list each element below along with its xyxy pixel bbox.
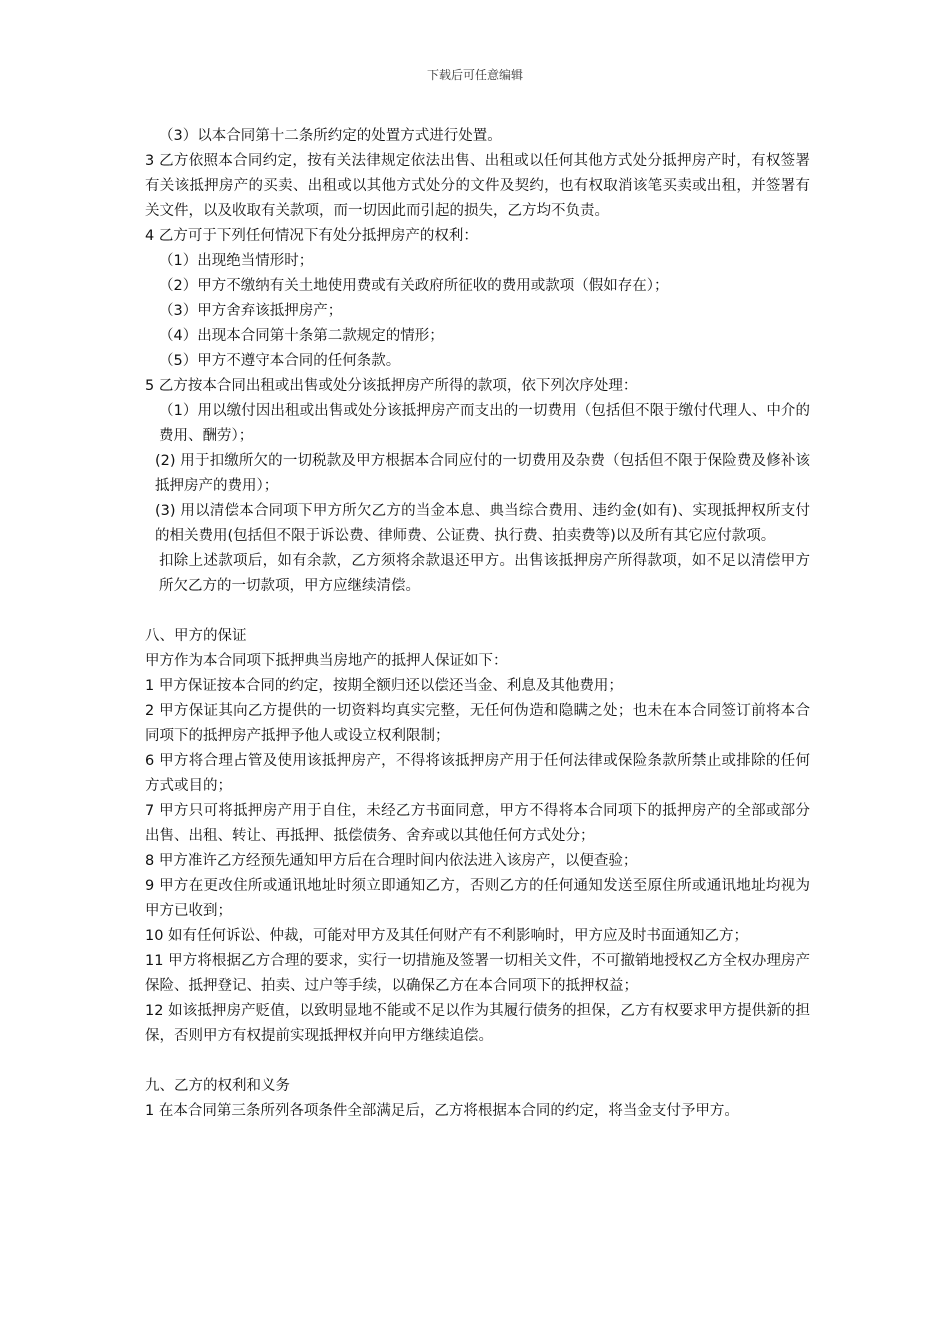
paragraph: 3 乙方依照本合同约定，按有关法律规定依法出售、出租或以任何其他方式处分抵押房产时，有权签署有关该抵押房产的买卖、出租或以其他方式处分的文件及契约，也有权取消该笔买卖或出租，并签署有关文件，以及收取有关款项，而一切因此而引起的损失，乙方均不负责。 bbox=[145, 153, 810, 219]
list-item: （3）甲方舍弃该抵押房产； bbox=[159, 303, 343, 319]
list-item: 2 甲方保证其向乙方提供的一切资料均真实完整，无任何伪造和隐瞒之处；也未在本合同签订前将本合同项下的抵押房产抵押予他人或设立权利限制； bbox=[145, 703, 810, 744]
list-item: 8 甲方准许乙方经预先通知甲方后在合理时间内依法进入该房产，以便查验； bbox=[145, 853, 638, 869]
paragraph: （3）以本合同第十二条所约定的处置方式进行处置。 bbox=[159, 128, 502, 144]
paragraph: 5 乙方按本合同出租或出售或处分该抵押房产所得的款项，依下列次序处理： bbox=[145, 378, 638, 394]
list-item: 6 甲方将合理占管及使用该抵押房产，不得将该抵押房产用于任何法律或保险条款所禁止或排除的任何方式或目的； bbox=[145, 753, 810, 794]
header-note: 下载后可任意编辑 bbox=[426, 68, 523, 82]
list-item: 11 甲方将根据乙方合理的要求，实行一切措施及签署一切相关文件，不可撤销地授权乙方全权办理房产保险、抵押登记、拍卖、过户等手续，以确保乙方在本合同项下的抵押权益； bbox=[145, 953, 810, 994]
paragraph: 甲方作为本合同项下抵押典当房地产的抵押人保证如下： bbox=[145, 653, 508, 669]
list-item: 12 如该抵押房产贬值，以致明显地不能或不足以作为其履行债务的担保，乙方有权要求甲方提供新的担保，否则甲方有权提前实现抵押权并向甲方继续追偿。 bbox=[145, 1003, 810, 1044]
list-item: （1）出现绝当情形时； bbox=[159, 253, 314, 269]
list-item: （1）用以缴付因出租或出售或处分该抵押房产而支出的一切费用（包括但不限于缴付代理人、中介的费用、酬劳）； bbox=[159, 403, 810, 444]
list-item: 1 甲方保证按本合同的约定，按期全额归还以偿还当金、利息及其他费用； bbox=[145, 678, 623, 694]
list-item: (3) 用以清偿本合同项下甲方所欠乙方的当金本息、典当综合费用、违约金(如有)、实现抵押权所支付的相关费用(包括但不限于诉讼费、律师费、公证费、执行费、拍卖费等)以及所有其它应付款项。 bbox=[155, 503, 810, 544]
list-item: （2）甲方不缴纳有关土地使用费或有关政府所征收的费用或款项（假如存在）； bbox=[159, 278, 669, 294]
list-item: （5）甲方不遵守本合同的任何条款。 bbox=[159, 353, 401, 369]
document-body bbox=[145, 124, 810, 1124]
section-heading: 八、甲方的保证 bbox=[145, 628, 247, 644]
list-item: (2) 用于扣缴所欠的一切税款及甲方根据本合同应付的一切费用及杂费（包括但不限于保险费及修补该抵押房产的费用）； bbox=[155, 453, 810, 494]
list-item: 10 如有任何诉讼、仲裁，可能对甲方及其任何财产有不利影响时，甲方应及时书面通知乙方； bbox=[145, 928, 749, 944]
section-heading: 九、乙方的权利和义务 bbox=[145, 1078, 290, 1094]
list-item: 9 甲方在更改住所或通讯地址时须立即通知乙方，否则乙方的任何通知发送至原住所或通讯地址均视为甲方已收到； bbox=[145, 878, 810, 919]
paragraph: 扣除上述款项后，如有余款，乙方须将余款退还甲方。出售该抵押房产所得款项，如不足以清偿甲方所欠乙方的一切款项，甲方应继续清偿。 bbox=[159, 553, 810, 594]
list-item: 7 甲方只可将抵押房产用于自住，未经乙方书面同意，甲方不得将本合同项下的抵押房产的全部或部分出售、出租、转让、再抵押、抵偿债务、舍弃或以其他任何方式处分； bbox=[145, 803, 810, 844]
list-item: （4）出现本合同第十条第二款规定的情形； bbox=[159, 328, 444, 344]
paragraph: 4 乙方可于下列任何情况下有处分抵押房产的权利： bbox=[145, 228, 478, 244]
list-item: 1 在本合同第三条所列各项条件全部满足后，乙方将根据本合同的约定，将当金支付予甲方。 bbox=[145, 1103, 739, 1119]
